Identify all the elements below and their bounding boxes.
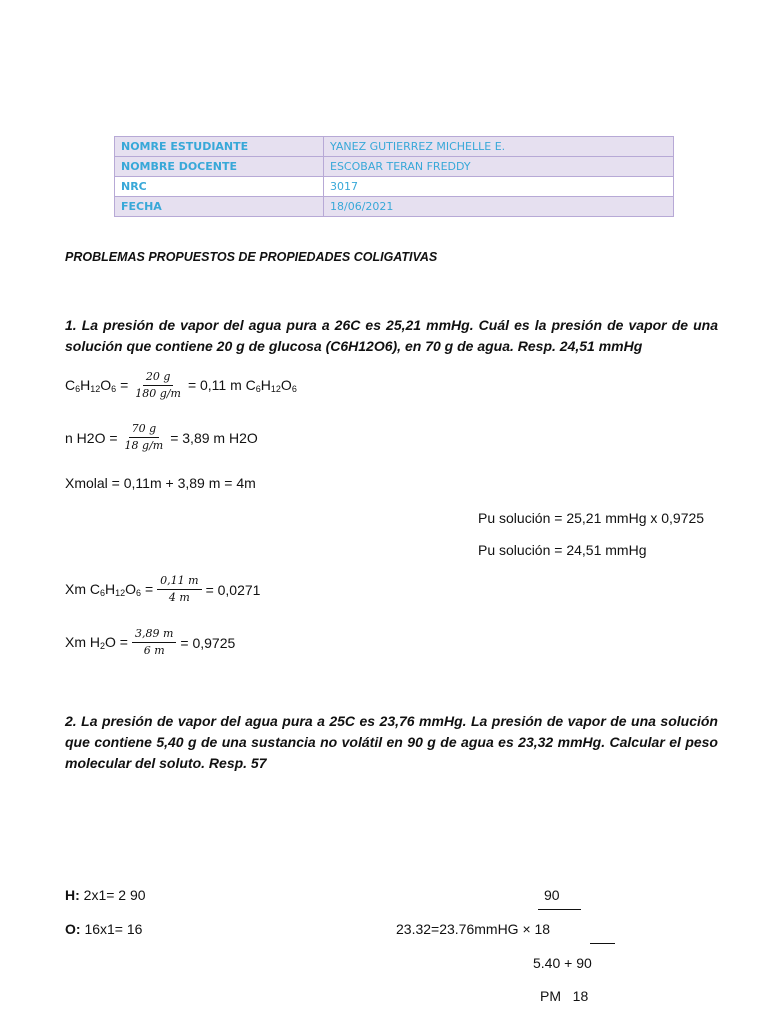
denominator: 6 m <box>143 644 165 657</box>
eq-lhs: Xm $H_2O$ = <box>65 634 128 651</box>
numerator: 0,11 m <box>157 574 201 590</box>
oxygen-line <box>65 921 142 937</box>
equation-glucose-moles <box>65 370 297 401</box>
denominator: 4 m <box>168 591 190 604</box>
eq-rhs: = 0,11 m $C_6H_{12}O_6$ <box>187 377 297 394</box>
eq-rhs: = 0,0271 <box>205 581 261 598</box>
fraction-bar <box>538 909 581 910</box>
row-value: ESCOBAR TERAN FREDDY <box>324 157 674 177</box>
row-label: FECHA <box>115 197 324 217</box>
row-value: 18/06/2021 <box>324 197 674 217</box>
pm-line <box>540 988 588 1004</box>
equation-water-moles <box>65 422 258 453</box>
fraction <box>132 627 176 658</box>
problem-1-statement: 1. La presión de vapor del agua pura a 26C es 25,21 mmHg. Cuál es la presión de vapor de una solución que contiene 20 g de glucosa (C6H12O6), en 70 g de agua. Resp. 24,51 mmHg <box>65 317 718 354</box>
eq-lhs: $C_6H_{12}O_6$ = <box>65 377 129 394</box>
table-row <box>115 157 674 177</box>
calc-denominator: 5.40 + 90 <box>533 955 592 971</box>
eq-lhs: Xm $C_6H_{12}O_6$ = <box>65 581 154 598</box>
hydrogen-label: H: <box>65 887 80 903</box>
student-info-table <box>114 136 674 217</box>
denominator: 180 g/m <box>135 387 181 400</box>
oxygen-value: 16x1= 16 <box>84 921 143 937</box>
pm-label: PM <box>540 988 561 1004</box>
row-value: YANEZ GUTIERREZ MICHELLE E. <box>324 137 674 157</box>
fraction-bar <box>590 943 615 944</box>
calc-numerator: 90 <box>544 887 560 903</box>
row-label: NRC <box>115 177 324 197</box>
table-row <box>115 177 674 197</box>
calc-equation: 23.32=23.76mmHG × 18 <box>396 921 551 937</box>
row-label: NOMBRE DOCENTE <box>115 157 324 177</box>
section-title: PROBLEMAS PROPUESTOS DE PROPIEDADES COLIGATIVAS <box>65 250 438 264</box>
table-row <box>115 137 674 157</box>
pu-solution-result: Pu solución = 24,51 mmHg <box>478 542 647 558</box>
numerator: 3,89 m <box>132 627 176 643</box>
eq-rhs: = 0,9725 <box>180 634 236 651</box>
equation-xm-water <box>65 627 235 658</box>
fraction <box>132 370 184 401</box>
pu-solution-calc: Pu solución = 25,21 mmHg x 0,9725 <box>478 510 705 526</box>
row-label: NOMRE ESTUDIANTE <box>115 137 324 157</box>
row-value: 3017 <box>324 177 674 197</box>
hydrogen-line <box>65 887 146 903</box>
numerator: 70 g <box>129 422 160 438</box>
hydrogen-value: 2x1= 2 90 <box>83 887 146 903</box>
eq-lhs: n H2O = <box>65 429 118 446</box>
oxygen-label: O: <box>65 921 81 937</box>
equation-xmolal: Xmolal = 0,11m + 3,89 m = 4m <box>65 475 256 491</box>
denominator: 18 g/m <box>124 439 164 452</box>
problem-2-statement: 2. La presión de vapor del agua pura a 25C es 23,76 mmHg. La presión de vapor de una solución que contiene 5,40 g de una sustancia no volátil en 90 g de agua es 23,32 mmHg. Calcular el peso molecular del soluto. Resp. 57 <box>65 713 718 771</box>
numerator: 20 g <box>143 370 174 386</box>
equation-xm-glucose <box>65 574 260 605</box>
eq-rhs: = 3,89 m H2O <box>170 429 258 446</box>
fraction <box>122 422 167 453</box>
pm-value: 18 <box>572 988 589 1004</box>
table-row <box>115 197 674 217</box>
fraction <box>157 574 201 605</box>
